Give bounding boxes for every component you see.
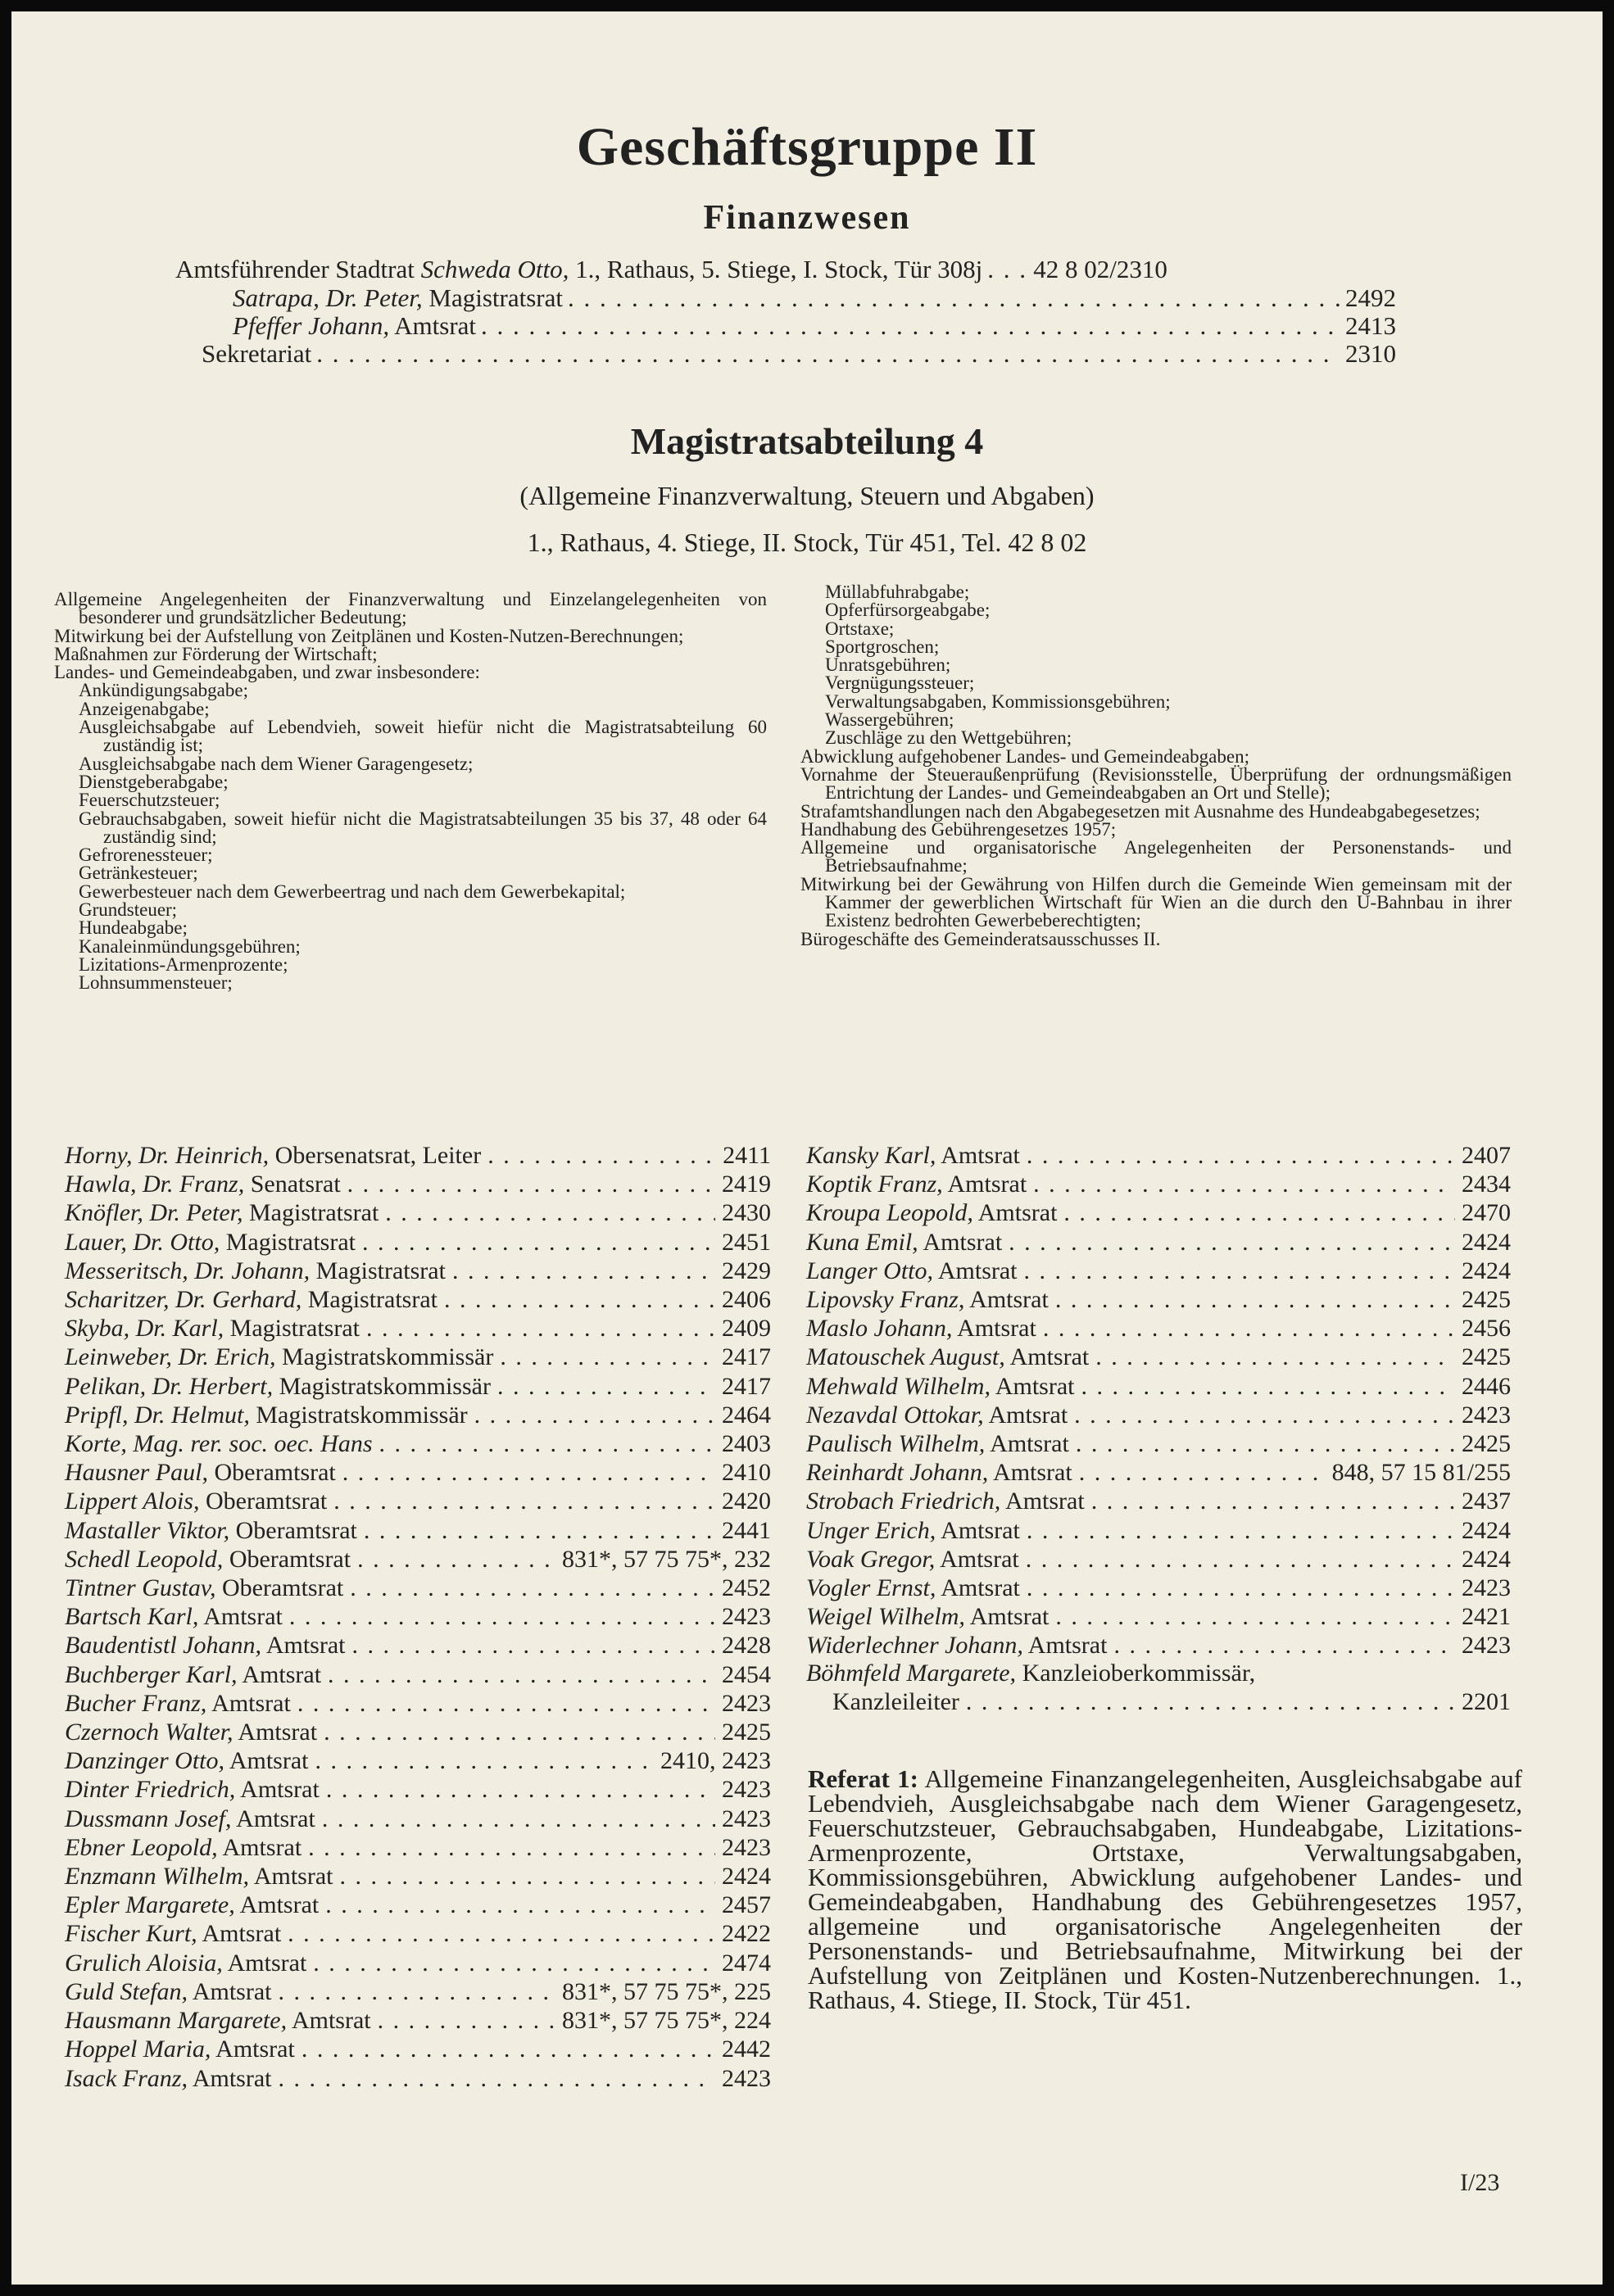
staff-name: Langer Otto,	[806, 1257, 934, 1284]
staff-role: Amtsrat	[222, 1949, 307, 1977]
staff-role: Magistratsrat	[310, 1257, 446, 1284]
phone-number: 2425	[722, 1719, 771, 1746]
staff-name: Buchberger Karl,	[65, 1660, 238, 1688]
phone-number: 2470	[1462, 1199, 1511, 1227]
phone-number: 2409	[722, 1315, 771, 1343]
phone-number: 2423	[722, 2064, 771, 2092]
staff-name: Pelikan, Dr. Herbert,	[65, 1372, 274, 1400]
staff-role: Amtsrat	[972, 1199, 1058, 1227]
staff-name: Lauer, Dr. Otto,	[65, 1228, 220, 1256]
staff-row	[806, 1198, 1511, 1227]
list-item: Strafamtshandlungen nach den Abgabegesetzen mit Ausnahme des Hundeabgabegesetzes;	[800, 800, 1480, 822]
staff-list-right	[806, 1141, 1511, 1660]
staff-name: Kuna Emil,	[806, 1228, 918, 1256]
phone-number: 2428	[722, 1632, 771, 1660]
staff-role: Amtsrat	[187, 2064, 272, 2092]
staff-row	[65, 1949, 771, 1977]
department-subtitle: (Allgemeine Finanzverwaltung, Steuern und Abgaben)	[519, 481, 1095, 510]
staff-role: Amtsrat	[942, 1171, 1027, 1198]
phone-number: 2474	[722, 1949, 771, 1977]
staff-row	[806, 1285, 1511, 1314]
staff-name: Strobach Friedrich,	[806, 1488, 1001, 1515]
staff-role: Amtsrat	[233, 1719, 318, 1746]
staff-role: Amtsrat	[198, 1603, 283, 1631]
phone-number: 2423	[722, 1833, 771, 1861]
staff-name: Mehwald Wilhelm,	[806, 1372, 991, 1400]
phone-number: 2492	[1345, 283, 1396, 312]
list-item: Sportgroschen;	[825, 636, 940, 657]
staff-role: Amtsrat	[235, 1776, 320, 1804]
staff-name: Grulich Aloisia,	[65, 1949, 223, 1977]
list-item: Anzeigenabgabe;	[79, 698, 210, 719]
phone-number: 2452	[722, 1574, 771, 1602]
staff-row	[65, 1458, 771, 1487]
staff-row	[806, 1429, 1511, 1458]
staff-name: Matouschek August,	[806, 1343, 1005, 1371]
staff-row	[65, 1170, 771, 1198]
staff-row	[806, 1487, 1511, 1515]
staff-row: Kanzleileiter . . . 2201	[806, 1687, 1511, 1716]
staff-row	[65, 2064, 771, 2093]
staff-row	[806, 1372, 1511, 1401]
phone-number: 848, 57 15 81/255	[1331, 1459, 1511, 1487]
staff-name: Czernoch Walter,	[65, 1719, 233, 1746]
staff-name: Guld Stefan,	[65, 1977, 188, 2005]
staff-role: Amtsrat	[261, 1632, 346, 1660]
staff-row	[806, 1141, 1511, 1170]
phone-number: 2423	[722, 1689, 771, 1717]
phone-number: 2424	[1462, 1545, 1511, 1573]
staff-row	[65, 1775, 771, 1804]
staff-role: Amtsrat	[206, 1689, 291, 1717]
staff-row	[806, 1401, 1511, 1429]
staff-name: Epler Margarete,	[65, 1891, 235, 1919]
staff-name: Maslo Johann,	[806, 1315, 953, 1343]
staff-name: Skyba, Dr. Karl,	[65, 1315, 224, 1343]
referat-label: Referat 1:	[808, 1764, 918, 1793]
staff-name-role: Böhmfeld Margarete, Kanzleioberkommissär,	[806, 1660, 1256, 1687]
phone-number: 2423	[1462, 1632, 1511, 1660]
staff-role: Amtsrat	[936, 1574, 1020, 1602]
staff-role: Oberamtsrat	[223, 1545, 351, 1573]
staff-name: Hausmann Margarete,	[65, 2007, 288, 2035]
staff-row	[65, 2006, 771, 2035]
staff-name: Isack Franz,	[65, 2064, 188, 2092]
phone-number: 42 8 02/2310	[1033, 255, 1167, 283]
phone-number: 2425	[1462, 1430, 1511, 1458]
staff-name: Reinhardt Johann,	[806, 1459, 989, 1487]
duties-left-list	[54, 591, 767, 993]
list-item: Wassergebühren;	[825, 709, 954, 731]
staff-role: Obersenatsrat, Leiter	[269, 1142, 482, 1169]
staff-name: Koptik Franz,	[806, 1171, 943, 1198]
staff-row	[65, 1516, 771, 1545]
staff-row	[65, 1805, 771, 1833]
staff-role: Amtsrat	[952, 1315, 1036, 1343]
list-item: Müllabfuhrabgabe;	[825, 582, 970, 602]
staff-role: Magistratskommissär	[273, 1372, 491, 1400]
phone-number: 2419	[722, 1171, 771, 1198]
staff-row	[65, 1429, 771, 1458]
staff-row	[65, 1862, 771, 1891]
staff-role: Amtsrat	[936, 1516, 1020, 1544]
staff-role: Amtsrat	[287, 2007, 371, 2035]
staff-role: Magistratsrat	[301, 1286, 438, 1314]
staff-name: Bartsch Karl,	[65, 1603, 199, 1631]
staff-row	[65, 1314, 771, 1343]
staff-row	[65, 1372, 771, 1401]
staff-row	[806, 1574, 1511, 1602]
staff-role: Amtsrat	[964, 1286, 1049, 1314]
staff-row	[65, 2035, 771, 2063]
phone-number: 2201	[1462, 1688, 1511, 1716]
staff-name: Danzinger Otto,	[65, 1747, 224, 1775]
staff-role: Magistratsrat	[220, 1228, 356, 1256]
list-item: Getränkesteuer;	[79, 863, 198, 884]
phone-number: 2451	[722, 1228, 771, 1256]
staff-name: Knöfler, Dr. Peter,	[65, 1199, 243, 1227]
staff-role: Amtsrat	[1022, 1632, 1108, 1660]
phone-number: 2420	[722, 1488, 771, 1515]
staff-role: Amtsrat	[1004, 1343, 1090, 1371]
page-subtitle: Finanzwesen	[703, 199, 911, 237]
phone-number: 2417	[722, 1372, 771, 1400]
list-item: Lohnsummensteuer;	[79, 972, 233, 994]
staff-name: Dinter Friedrich,	[65, 1776, 236, 1804]
leadership-row: Pfeffer Johann, Amtsrat . . . 2413	[175, 311, 1396, 339]
staff-role: Amtsrat	[234, 1891, 320, 1919]
list-item: Grundsteuer;	[79, 899, 178, 921]
leadership-list	[175, 255, 1396, 367]
phone-number: 2423	[1462, 1401, 1511, 1429]
phone-number: 2423	[722, 1603, 771, 1631]
department-title: Magistratsabteilung 4	[630, 420, 984, 462]
document-page	[11, 11, 1603, 2285]
staff-name: Korte, Mag. rer. soc. oec. Hans	[65, 1430, 373, 1458]
phone-number: 2424	[1462, 1516, 1511, 1544]
staff-name: Bucher Franz,	[65, 1689, 207, 1717]
staff-row	[65, 1228, 771, 1257]
staff-role: Oberamtsrat	[208, 1459, 336, 1487]
phone-number: 2423	[722, 1805, 771, 1832]
phone-number: 2417	[722, 1343, 771, 1371]
staff-name: Lipovsky Franz,	[806, 1286, 965, 1314]
staff-role: Oberamtsrat	[199, 1488, 328, 1515]
list-item: Abwicklung aufgehobener Landes- und Gemeindeabgaben;	[800, 745, 1249, 767]
leadership-row: Amtsführender Stadtrat Schweda Otto, 1., Rathaus, 5. Stiege, I. Stock, Tür 308j . . . 42 8 02/2310	[175, 255, 1396, 283]
staff-row	[65, 1487, 771, 1515]
staff-role: Amtsrat	[217, 1833, 302, 1861]
staff-row	[806, 1516, 1511, 1545]
list-item: Unratsgebühren;	[825, 654, 951, 676]
staff-name: Weigel Wilhelm,	[806, 1603, 965, 1631]
staff-name: Hausner Paul,	[65, 1459, 208, 1487]
staff-list-left	[65, 1141, 771, 2093]
staff-row	[65, 1343, 771, 1371]
phone-number: 2421	[1462, 1603, 1511, 1631]
list-item: Dienstgeberabgabe;	[79, 771, 229, 792]
staff-row	[65, 1602, 771, 1631]
staff-role: Magistratsrat	[224, 1315, 360, 1343]
staff-name: Lippert Alois,	[65, 1488, 200, 1515]
list-item: Zuschläge zu den Wettgebühren;	[825, 727, 1072, 749]
list-item: Gewerbesteuer nach dem Gewerbeertrag und nach dem Gewerbekapital;	[79, 881, 626, 902]
phone-number: 2403	[722, 1430, 771, 1458]
phone-number: 2446	[1462, 1372, 1511, 1400]
staff-role: Amtsrat	[935, 1545, 1019, 1573]
list-item: Maßnahmen zur Förderung der Wirtschaft;	[54, 643, 378, 664]
staff-row	[65, 1746, 771, 1775]
phone-number: 2410, 2423	[660, 1747, 771, 1775]
staff-name: Kroupa Leopold,	[806, 1199, 973, 1227]
staff-row	[806, 1602, 1511, 1631]
phone-number: 2413	[1345, 311, 1396, 340]
phone-number: 2310	[1345, 339, 1396, 368]
phone-number: 2430	[722, 1199, 771, 1227]
list-item: Feuerschutzsteuer;	[79, 790, 220, 811]
phone-number: 2410	[722, 1459, 771, 1487]
list-item: Allgemeine Angelegenheiten der Finanzverwaltung und Einzelangelegenheiten von besonderer und grundsätzlicher Bedeutung;	[54, 589, 767, 628]
staff-name: Unger Erich,	[806, 1516, 936, 1544]
phone-number: 2422	[722, 1920, 771, 1948]
staff-row	[65, 1401, 771, 1429]
leadership-row: Satrapa, Dr. Peter, Magistratsrat . . . 2492	[175, 283, 1396, 311]
staff-role: Amtsrat	[918, 1228, 1003, 1256]
staff-name: Horny, Dr. Heinrich,	[65, 1142, 270, 1169]
phone-number: 831*, 57 75 75*, 232	[562, 1545, 771, 1573]
staff-name: Enzmann Wilhelm,	[65, 1863, 249, 1891]
staff-row	[806, 1228, 1511, 1257]
staff-role: Oberamtsrat	[215, 1574, 344, 1602]
department-address: 1., Rathaus, 4. Stiege, II. Stock, Tür 451, Tel. 42 8 02	[527, 528, 1087, 557]
page-number: I/23	[1460, 2169, 1500, 2196]
list-item: Gebrauchsabgaben, soweit hiefür nicht die Magistratsabteilungen 35 bis 37, 48 oder 64 zuständig sind;	[79, 808, 767, 847]
referat-text: Allgemeine Finanzangelegenheiten, Ausgleichsabgabe auf Lebendvieh, Ausgleichsabgabe nach dem Wiener Garagengesetz, Feuerschutzsteuer, Gebrauchsabgaben, Hundeabgabe, Lizitations-Armenprozente, Ortstaxe, Verwaltungsabgaben, Kommissionsgebühren, Abwicklung aufgehobener Landes- und Gemeindeabgaben, Handhabung des Gebührengesetzes 1957, allgemeine und organisatorische Angelegenheiten der Personenstands- und Betriebsaufnahme, Mitwirkung bei der Aufstellung von Zeitplänen und Kosten-Nutzenberechnungen. 1., Rathaus, 4. Stiege, II. Stock, Tür 451.	[808, 1764, 1522, 2014]
staff-name: Ebner Leopold,	[65, 1833, 218, 1861]
staff-name: Mastaller Viktor,	[65, 1516, 230, 1544]
staff-role: Oberamtsrat	[229, 1516, 357, 1544]
phone-number: 2464	[722, 1401, 771, 1429]
list-item: Vornahme der Steueraußenprüfung (Revisionsstelle, Überprüfung der ordnungsmäßigen Entrichtung der Landes- und Gemeindeabgaben an Ort und Stelle);	[800, 763, 1512, 804]
staff-role: Amtsrat	[990, 1372, 1075, 1400]
list-item: Allgemeine und organisatorische Angelegenheiten der Personenstands- und Betriebsaufnahme;	[800, 837, 1512, 876]
staff-name: Vogler Ernst,	[806, 1574, 936, 1602]
staff-row	[65, 1833, 771, 1862]
phone-number: 2454	[722, 1660, 771, 1688]
list-item: Hundeabgabe;	[79, 917, 188, 939]
staff-row	[806, 1257, 1511, 1285]
list-item: Verwaltungsabgaben, Kommissionsgebühren;	[825, 691, 1171, 712]
staff-name: Messeritsch, Dr. Johann,	[65, 1257, 311, 1284]
staff-row	[806, 1343, 1511, 1371]
staff-entry-last	[806, 1659, 1511, 1716]
staff-row	[65, 1545, 771, 1574]
staff-row	[65, 1285, 771, 1314]
list-item: Kanaleinmündungsgebühren;	[79, 935, 301, 957]
staff-row	[806, 1545, 1511, 1574]
list-item: Ausgleichsabgabe auf Lebendvieh, soweit hiefür nicht die Magistratsabteilung 60 zuständig ist;	[79, 717, 767, 756]
phone-number: 831*, 57 75 75*, 224	[562, 2007, 771, 2035]
staff-name: Dussmann Josef,	[65, 1805, 232, 1832]
phone-number: 2441	[722, 1516, 771, 1544]
staff-row	[806, 1314, 1511, 1343]
staff-role: Amtsrat	[1000, 1488, 1085, 1515]
phone-number: 2425	[1462, 1343, 1511, 1371]
staff-row	[65, 1977, 771, 2006]
staff-role: Amtsrat	[211, 2036, 295, 2063]
staff-role: Amtsrat	[933, 1257, 1018, 1284]
staff-name: Schedl Leopold,	[65, 1545, 224, 1573]
staff-name: Tintner Gustav,	[65, 1574, 216, 1602]
phone-number: 2411	[723, 1142, 771, 1169]
list-item: Vergnügungssteuer;	[825, 672, 975, 694]
phone-number: 2406	[722, 1286, 771, 1314]
staff-name: Baudentistl Johann,	[65, 1632, 261, 1660]
staff-role: Amtsrat	[231, 1805, 315, 1832]
staff-name: Leinweber, Dr. Erich,	[65, 1343, 276, 1371]
staff-role: Amtsrat	[197, 1920, 282, 1948]
staff-name: Scharitzer, Dr. Gerhard,	[65, 1286, 302, 1314]
page-title: Geschäftsgruppe II	[576, 117, 1038, 177]
list-item: Ortstaxe;	[825, 618, 895, 639]
staff-row	[65, 1718, 771, 1746]
staff-name: Widerlechner Johann,	[806, 1632, 1023, 1660]
staff-name: Hoppel Maria,	[65, 2036, 211, 2063]
list-item: Landes- und Gemeindeabgaben, und zwar insbesondere:	[54, 662, 480, 683]
phone-number: 2429	[722, 1257, 771, 1284]
list-item: Handhabung des Gebührengesetzes 1957;	[800, 818, 1117, 840]
staff-row	[65, 1689, 771, 1718]
staff-row	[65, 1198, 771, 1227]
phone-number: 2424	[1462, 1228, 1511, 1256]
staff-row	[65, 1919, 771, 1948]
staff-role: Amtsrat	[983, 1401, 1068, 1429]
duties-right-list	[800, 583, 1512, 949]
list-item: Mitwirkung bei der Gewährung von Hilfen durch die Gemeinde Wien gemeinsam mit der Kammer der gewerblichen Wirtschaft für Wien an die durch den U-Bahnbau in ihrer Existenz bedrohten Gewerbeberechtigten;	[800, 873, 1512, 931]
staff-role: Amtsrat	[188, 1977, 272, 2005]
phone-number: 2423	[722, 1776, 771, 1804]
staff-row	[65, 1141, 771, 1170]
staff-row	[65, 1891, 771, 1919]
staff-name: Voak Gregor,	[806, 1545, 936, 1573]
staff-name: Pripfl, Dr. Helmut,	[65, 1401, 250, 1429]
staff-row	[65, 1257, 771, 1285]
staff-name: Kansky Karl,	[806, 1142, 936, 1169]
staff-row	[65, 1631, 771, 1660]
list-item: Mitwirkung bei der Aufstellung von Zeitplänen und Kosten-Nutzen-Berechnungen;	[54, 625, 684, 646]
staff-name: Hawla, Dr. Franz,	[65, 1171, 245, 1198]
phone-number: 2457	[722, 1891, 771, 1919]
list-item: Bürogeschäfte des Gemeinderatsausschusses II.	[800, 928, 1161, 949]
phone-number: 831*, 57 75 75*, 225	[562, 1977, 771, 2005]
staff-row	[806, 1631, 1511, 1660]
list-item: Gefrorenessteuer;	[79, 845, 213, 866]
list-item: Lizitations-Armenprozente;	[79, 953, 288, 975]
phone-number: 2423	[1462, 1574, 1511, 1602]
phone-number: 2424	[722, 1863, 771, 1891]
staff-row	[806, 1170, 1511, 1198]
phone-number: 2434	[1462, 1171, 1511, 1198]
phone-number: 2425	[1462, 1286, 1511, 1314]
staff-name: Nezavdal Ottokar,	[806, 1401, 984, 1429]
phone-number: 2442	[722, 2036, 771, 2063]
staff-row	[65, 1574, 771, 1602]
list-item: Ankündigungsabgabe;	[79, 680, 248, 701]
staff-role: Amtsrat	[988, 1459, 1072, 1487]
staff-role: Amtsrat	[936, 1142, 1020, 1169]
staff-role: Amtsrat	[237, 1660, 322, 1688]
staff-row	[806, 1458, 1511, 1487]
staff-role: Senatsrat	[244, 1171, 341, 1198]
staff-role: Amtsrat	[249, 1863, 333, 1891]
staff-role: Amtsrat	[985, 1430, 1069, 1458]
staff-role: Amtsrat	[224, 1747, 309, 1775]
phone-number: 2424	[1462, 1257, 1511, 1284]
phone-number: 2407	[1462, 1142, 1511, 1169]
phone-number: 2437	[1462, 1488, 1511, 1515]
staff-name: Paulisch Wilhelm,	[806, 1430, 986, 1458]
list-item: Ausgleichsabgabe nach dem Wiener Garagengesetz;	[79, 753, 474, 774]
staff-name: Fischer Kurt,	[65, 1920, 197, 1948]
phone-number: 2456	[1462, 1315, 1511, 1343]
list-item: Opferfürsorgeabgabe;	[825, 600, 991, 621]
staff-role: Amtsrat	[964, 1603, 1050, 1631]
staff-row	[65, 1660, 771, 1689]
referat-paragraph	[808, 1764, 1522, 2014]
leadership-row: Sekretariat . . . 2310	[175, 339, 1396, 367]
staff-role: Magistratsrat	[243, 1199, 379, 1227]
staff-role: Magistratskommissär	[249, 1401, 468, 1429]
staff-role: Magistratskommissär	[275, 1343, 494, 1371]
